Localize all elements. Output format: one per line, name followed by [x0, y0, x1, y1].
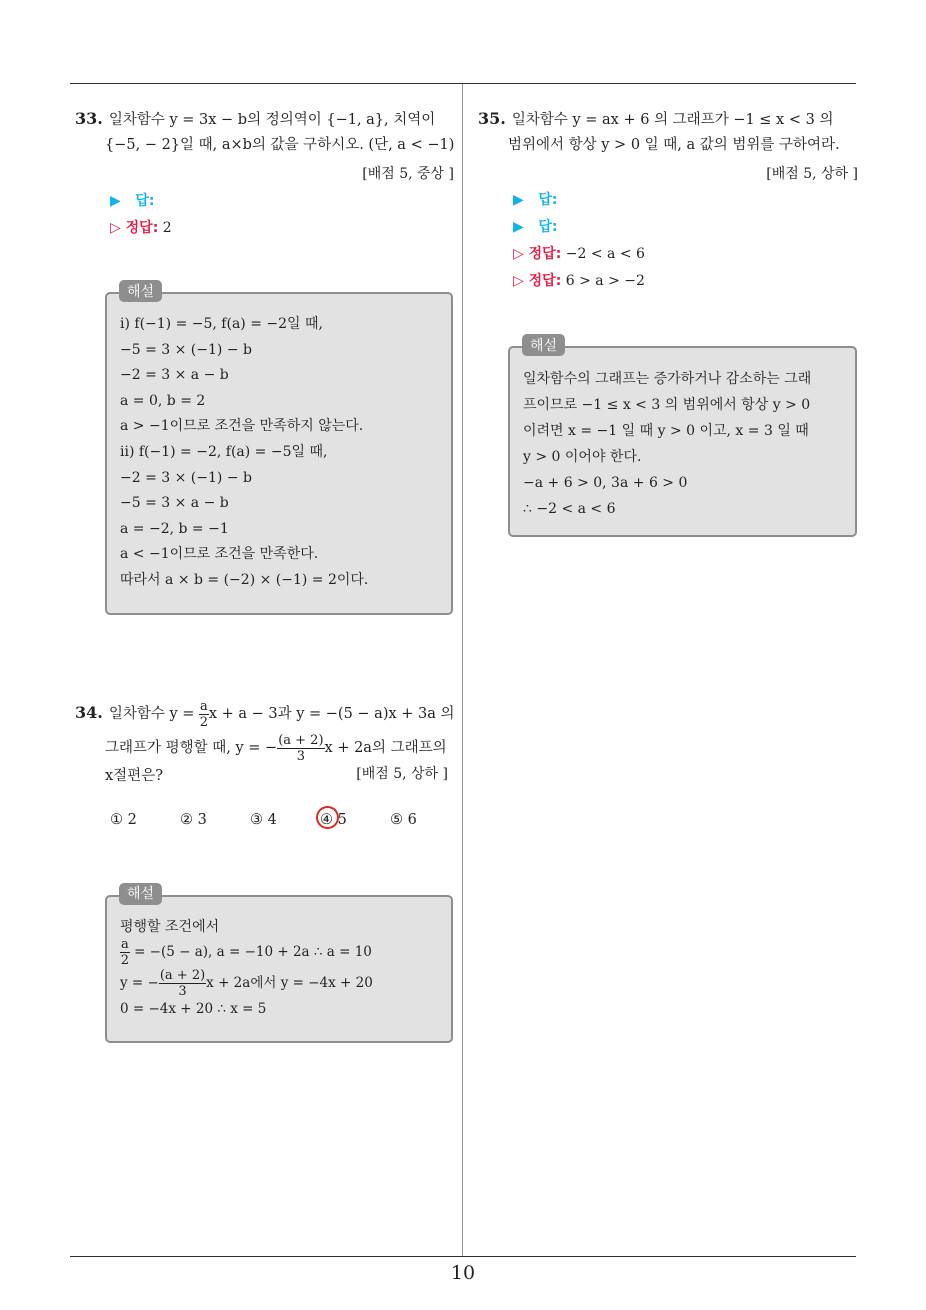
solution-line: y > 0 이어야 한다. [523, 449, 642, 465]
answer-label: 답: [538, 219, 558, 235]
solution-box-33 [105, 284, 453, 615]
fraction [159, 968, 206, 999]
denominator: 2 [120, 953, 130, 968]
hollow-play-icon: ▷ [513, 246, 529, 262]
solution-line: 프이므로 −1 ≤ x < 3 의 범위에서 항상 y > 0 [523, 397, 811, 413]
solution-line: −2 = 3 × (−1) − b [120, 469, 252, 486]
question-line: 일차함수 y = 3x − b의 정의역이 {−1, a}, 치역이 [108, 112, 436, 128]
answer-area-35 [513, 187, 645, 295]
question-text: 일차함수 y = [108, 706, 195, 722]
solution-line: 따라서 a × b = (−2) × (−1) = 2이다. [120, 571, 369, 588]
problem-number: 35. [478, 109, 506, 128]
fraction [120, 937, 130, 968]
fraction [199, 699, 209, 730]
hollow-play-icon: ▷ [110, 220, 126, 236]
solution-line: ⅰ) f(−1) = −5, f(a) = −2일 때, [120, 316, 323, 332]
fraction [277, 733, 324, 764]
solution-tag: 해설 [522, 334, 565, 356]
solution-line: a = −2, b = −1 [120, 520, 229, 537]
column-divider [462, 84, 463, 1256]
solution-line: −5 = 3 × a − b [120, 495, 229, 512]
question-text: x + 2a의 그래프의 [324, 740, 447, 756]
solution-line: ⅱ) f(−1) = −2, f(a) = −5일 때, [120, 443, 328, 460]
choice-2[interactable]: ② 3 [180, 812, 207, 828]
denominator: 3 [296, 748, 305, 764]
selected-answer-circle [316, 806, 339, 829]
problem-number: 33. [75, 109, 103, 128]
question-line: {−5, − 2}일 때, a×b의 값을 구하시오. (단, a < −1) [105, 137, 455, 153]
answer-label: 답: [135, 193, 155, 209]
choice-4[interactable]: ④ 5 [320, 812, 347, 828]
page-number: 10 [450, 1262, 476, 1284]
solution-line: 평행할 조건에서 [120, 919, 220, 935]
solution-line: 0 = −4x + 20 ∴ x = 5 [120, 1001, 267, 1017]
numerator: a [121, 937, 129, 952]
answer-area-33 [110, 188, 172, 242]
question-text: x + a − 3과 y = −(5 − a)x + 3a 의 [208, 706, 455, 722]
numerator: (a + 2) [278, 732, 324, 748]
play-icon: ▶ [513, 192, 539, 208]
problem-33 [75, 106, 455, 158]
points-label: [배점 5, 상하 ] [356, 766, 448, 782]
solution-tag: 해설 [119, 883, 162, 905]
solution-line: −2 = 3 × a − b [120, 367, 229, 384]
solution-line: 일차함수의 그래프는 증가하거나 감소하는 그래 [523, 371, 812, 387]
correct-value: −2 < a < 6 [565, 246, 645, 262]
choice-1[interactable]: ① 2 [110, 812, 137, 828]
hollow-play-icon: ▷ [513, 273, 529, 289]
numerator: (a + 2) [159, 968, 206, 983]
solution-text: x + 2a에서 y = −4x + 20 [206, 975, 373, 991]
solution-line: ∴ −2 < a < 6 [523, 501, 616, 517]
play-icon: ▶ [513, 219, 539, 235]
denominator: 3 [178, 984, 187, 999]
problem-number: 34. [75, 703, 103, 722]
solution-tag: 해설 [119, 280, 162, 302]
correct-label: 정답: [125, 220, 159, 236]
solution-line: a < −1이므로 조건을 만족한다. [120, 546, 319, 563]
solution-box-34 [105, 886, 453, 1043]
correct-label: 정답: [528, 246, 562, 262]
problem-35 [478, 106, 863, 158]
footer-rule [70, 1256, 856, 1257]
question-line: x절편은? [105, 768, 163, 784]
choice-3[interactable]: ③ 4 [250, 812, 277, 828]
solution-line: −5 = 3 × (−1) − b [120, 341, 252, 358]
numerator: a [200, 698, 208, 714]
question-line: 범위에서 항상 y > 0 일 때, a 값의 범위를 구하여라. [508, 137, 840, 153]
solution-text: y = − [120, 975, 159, 991]
question-line: 일차함수 y = ax + 6 의 그래프가 −1 ≤ x < 3 의 [511, 112, 834, 128]
solution-box-35 [508, 338, 857, 537]
points-label: [배점 5, 상하 ] [766, 166, 858, 182]
denominator: 2 [199, 714, 209, 730]
play-icon: ▶ [110, 193, 136, 209]
solution-line: 이려면 x = −1 일 때 y > 0 이고, x = 3 일 때 [523, 423, 809, 439]
solution-line: a > −1이므로 조건을 만족하지 않는다. [120, 418, 364, 435]
correct-label: 정답: [528, 273, 562, 289]
correct-value: 6 > a > −2 [565, 273, 645, 289]
header-rule [70, 83, 856, 84]
points-label: [배점 5, 중상 ] [362, 166, 454, 182]
solution-line: a = 0, b = 2 [120, 392, 206, 409]
solution-line: −a + 6 > 0, 3a + 6 > 0 [523, 475, 688, 491]
correct-value: 2 [162, 220, 172, 236]
solution-line: = −(5 − a), a = −10 + 2a ∴ a = 10 [134, 944, 372, 960]
answer-label: 답: [538, 192, 558, 208]
question-text: 그래프가 평행할 때, y = − [105, 740, 278, 756]
choice-5[interactable]: ⑤ 6 [390, 812, 417, 828]
